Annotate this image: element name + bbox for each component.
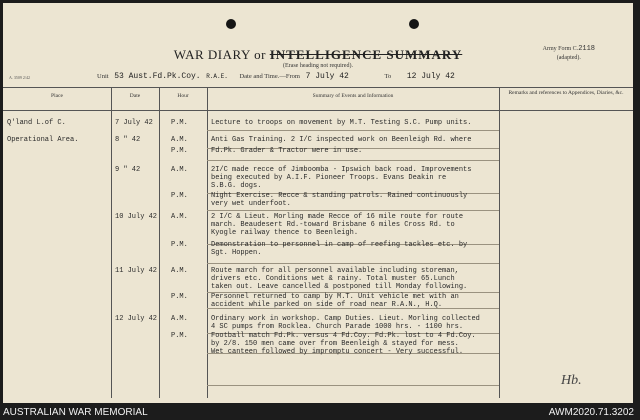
ruled-line: [207, 263, 499, 264]
entry-text: Sgt. Hoppen.: [211, 249, 262, 257]
entry-hour: A.M.: [171, 315, 188, 323]
entry-hour: A.M.: [171, 166, 188, 174]
entry-hour: A.M.: [171, 213, 188, 221]
entry-text: being executed by A.I.F. Pioneer Troops. Evans Deakin re: [211, 174, 447, 182]
unit-value: 53 Aust.Fd.Pk.Coy.: [114, 72, 201, 81]
entry-text: Lecture to troops on movement by M.T. Testing S.C. Pump units.: [211, 119, 472, 127]
entry-date: 9 " 42: [115, 166, 141, 174]
print-note: A. 3509 2/42: [9, 75, 30, 80]
entry-text: Night Exercise. Recce & standing patrols. Rained continuously: [211, 192, 468, 200]
place-line: Q'land L.of C.: [7, 119, 66, 127]
col-header-summary: Summary of Events and Information: [312, 93, 394, 99]
ruled-line: [207, 160, 499, 161]
entry-hour: P.M.: [171, 192, 188, 200]
entry-text: Fd.Pk. Grader & Tractor were in use.: [211, 147, 363, 155]
entry-text: Wet canteen followed by impromptu concert - Very successful.: [211, 348, 464, 356]
ruled-line: [207, 210, 499, 211]
entry-text: by 2/8. 150 men came over from Beenleigh & stayed for mess.: [211, 340, 459, 348]
entry-text: Football match Fd.Pk. versus 4 Fd.Coy. Fd.Pk. lost to 4 Fd.Coy.: [211, 332, 476, 340]
col-rule: [159, 87, 160, 398]
entry-text: S.B.G. dogs.: [211, 182, 262, 190]
ruled-line: [207, 130, 499, 131]
entry-text: Kyogle railway thence to Beenleigh.: [211, 229, 359, 237]
diary-table: [3, 87, 633, 398]
footer-accession: AWM2020.71.3202: [548, 407, 634, 418]
entry-hour: P.M.: [171, 332, 188, 340]
diary-sheet: [3, 3, 633, 403]
entry-text: 2 I/C & Lieut. Morling made Recce of 16 mile route for route: [211, 213, 464, 221]
entry-text: Demonstration to personnel in camp of reefing tackles etc. by: [211, 241, 468, 249]
entry-text: Anti Gas Training. 2 I/C inspected work on Beenleigh Rd. where: [211, 136, 472, 144]
entry-hour: P.M.: [171, 119, 188, 127]
date-to-label: To: [384, 73, 392, 80]
entry-text: Ordinary work in workshop. Camp Duties. Lieut. Morling collected: [211, 315, 480, 323]
col-header-hour: Hour: [177, 93, 189, 99]
title-main: WAR DIARY: [173, 47, 251, 62]
col-header-place: Place: [51, 93, 63, 99]
form-number: [543, 45, 595, 63]
form-number-value: 2118: [578, 45, 595, 53]
title-struck: INTELLIGENCE SUMMARY: [269, 47, 463, 62]
unit-extra: R.A.E.: [206, 73, 228, 80]
entry-hour: A.M.: [171, 267, 188, 275]
title-or: or: [254, 47, 266, 62]
entry-hour: P.M.: [171, 147, 188, 155]
entry-text: 4 SC pumps from Rocklea. Church Parade 1000 hrs. - 1100 hrs.: [211, 323, 464, 331]
punch-hole: [409, 19, 419, 29]
form-adapted: (adapted).: [556, 55, 581, 61]
ruled-line: [207, 385, 499, 386]
entry-text: accident while parked on side of road near R.A.N., H.Q.: [211, 301, 443, 309]
entry-date: 10 July 42: [115, 213, 158, 221]
footer-institution: AUSTRALIAN WAR MEMORIAL: [3, 407, 148, 418]
form-label: Army Form C.: [542, 46, 579, 52]
entry-text: very wet underfoot.: [211, 200, 291, 208]
entry-text: march. Beaudesert Rd.-toward Brisbane 6 miles Cross Rd. to: [211, 221, 455, 229]
entry-hour: A.M.: [171, 136, 188, 144]
date-to: 12 July 42: [406, 72, 455, 81]
subtitle: (Erase heading not required).: [283, 63, 353, 69]
col-rule: [111, 87, 112, 398]
entry-text: Route march for all personnel available including storeman,: [211, 267, 459, 275]
signature: Hb.: [561, 373, 582, 388]
entry-date: 7 July 42: [115, 119, 153, 127]
col-header-date: Date: [129, 93, 141, 99]
entry-date: 12 July 42: [115, 315, 158, 323]
date-from: 7 July 42: [305, 72, 349, 81]
entry-date: 11 July 42: [115, 267, 158, 275]
col-rule: [499, 87, 500, 398]
page-title: [3, 47, 633, 63]
entry-text: Personnel returned to camp by M.T. Unit vehicle met with an: [211, 293, 459, 301]
table-top-rule: [3, 87, 633, 88]
entry-text: taken out. Leave cancelled & postponed till Monday following.: [211, 283, 468, 291]
entry-date: 8 " 42: [115, 136, 141, 144]
col-rule: [207, 87, 208, 398]
col-header-remarks: Remarks and references to Appendices, Diaries, &c.: [508, 90, 624, 96]
entry-text: 2I/C made recce of Jimboomba - Ipswich back road. Improvements: [211, 166, 472, 174]
punch-hole: [226, 19, 236, 29]
entry-hour: P.M.: [171, 293, 188, 301]
entry-text: drivers etc. Conditions wet & rainy. Total muster 65.Lunch: [211, 275, 455, 283]
unit-line: [97, 72, 557, 81]
place-line: Operational Area.: [7, 136, 79, 144]
header-rule: [3, 110, 633, 111]
date-label: Date and Time.—From: [239, 73, 300, 80]
entry-hour: P.M.: [171, 241, 188, 249]
unit-label: Unit: [97, 73, 109, 80]
